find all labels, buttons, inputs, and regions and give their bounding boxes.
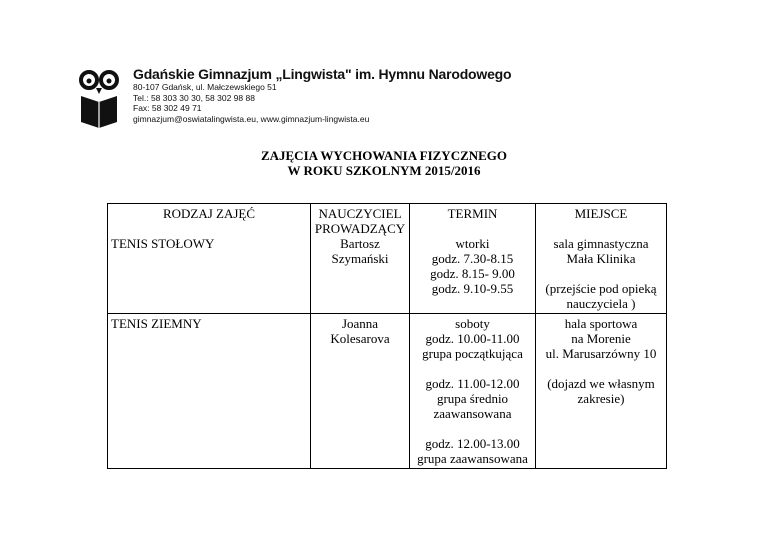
school-header <box>133 66 511 124</box>
miejsce-line: zakresie) <box>577 391 625 406</box>
school-phone: Tel.: 58 303 30 30, 58 302 98 88 <box>133 92 255 103</box>
termin-line: godz. 10.00-11.00 <box>425 331 520 346</box>
miejsce-line: hala sportowa <box>564 316 638 331</box>
termin-line: godz. 11.00-12.00 <box>425 376 520 391</box>
document-title-line2: W ROKU SZKOLNYM 2015/2016 <box>287 163 481 178</box>
school-address: 80-107 Gdańsk, ul. Małczewskiego 51 <box>133 82 277 92</box>
activity-name: TENIS ZIEMNY <box>111 316 202 331</box>
teacher-name: Bartosz Szymański <box>331 236 389 266</box>
activity-cell <box>108 204 311 314</box>
miejsce-cell <box>536 204 667 314</box>
miejsce-cell <box>536 314 667 469</box>
teacher-cell <box>311 204 410 314</box>
termin-line: zaawansowana <box>433 406 512 421</box>
table-row <box>108 204 667 314</box>
school-email-web: gimnazjum@oswiatalingwista.eu, www.gimnazjum-lingwista.eu <box>133 113 370 124</box>
school-name: Gdańskie Gimnazjum „Lingwista" im. Hymnu Narodowego <box>133 66 512 82</box>
termin-line: grupa początkująca <box>422 346 523 361</box>
termin-cell <box>410 204 536 314</box>
miejsce-line: (przejście pod opieką <box>545 281 657 296</box>
table-row <box>108 314 667 469</box>
termin-line: godz. 8.15- 9.00 <box>430 266 515 281</box>
termin-line: wtorki <box>455 236 490 251</box>
miejsce-line: Mała Klinika <box>566 251 636 266</box>
termin-line: godz. 9.10-9.55 <box>431 281 514 296</box>
column-header-teacher: NAUCZYCIEL PROWADZĄCY <box>314 206 406 236</box>
miejsce-line: nauczyciela ) <box>566 296 636 311</box>
activity-name: TENIS STOŁOWY <box>111 236 215 251</box>
school-logo <box>79 64 125 132</box>
termin-line: godz. 7.30-8.15 <box>431 251 514 266</box>
column-header-termin: TERMIN <box>447 206 498 221</box>
miejsce-line: ul. Marusarzówny 10 <box>545 346 657 361</box>
column-header-miejsce: MIEJSCE <box>574 206 628 221</box>
teacher-name: Joanna Kolesarova <box>330 316 390 346</box>
termin-cell <box>410 314 536 469</box>
termin-line: grupa średnio <box>436 391 509 406</box>
document-title-line1: ZAJĘCIA WYCHOWANIA FIZYCZNEGO <box>260 148 508 163</box>
teacher-cell <box>311 314 410 469</box>
activity-cell <box>108 314 311 469</box>
schedule-table <box>107 203 667 469</box>
miejsce-line: (dojazd we własnym <box>547 376 655 391</box>
termin-line: godz. 12.00-13.00 <box>425 436 520 451</box>
column-header-activity: RODZAJ ZAJĘĆ <box>162 206 256 221</box>
termin-line: grupa zaawansowana <box>417 451 528 466</box>
miejsce-line: na Morenie <box>571 331 631 346</box>
school-fax: Fax: 58 302 49 71 <box>133 103 202 113</box>
miejsce-line: sala gimnastyczna <box>553 236 649 251</box>
termin-line: soboty <box>455 316 490 331</box>
